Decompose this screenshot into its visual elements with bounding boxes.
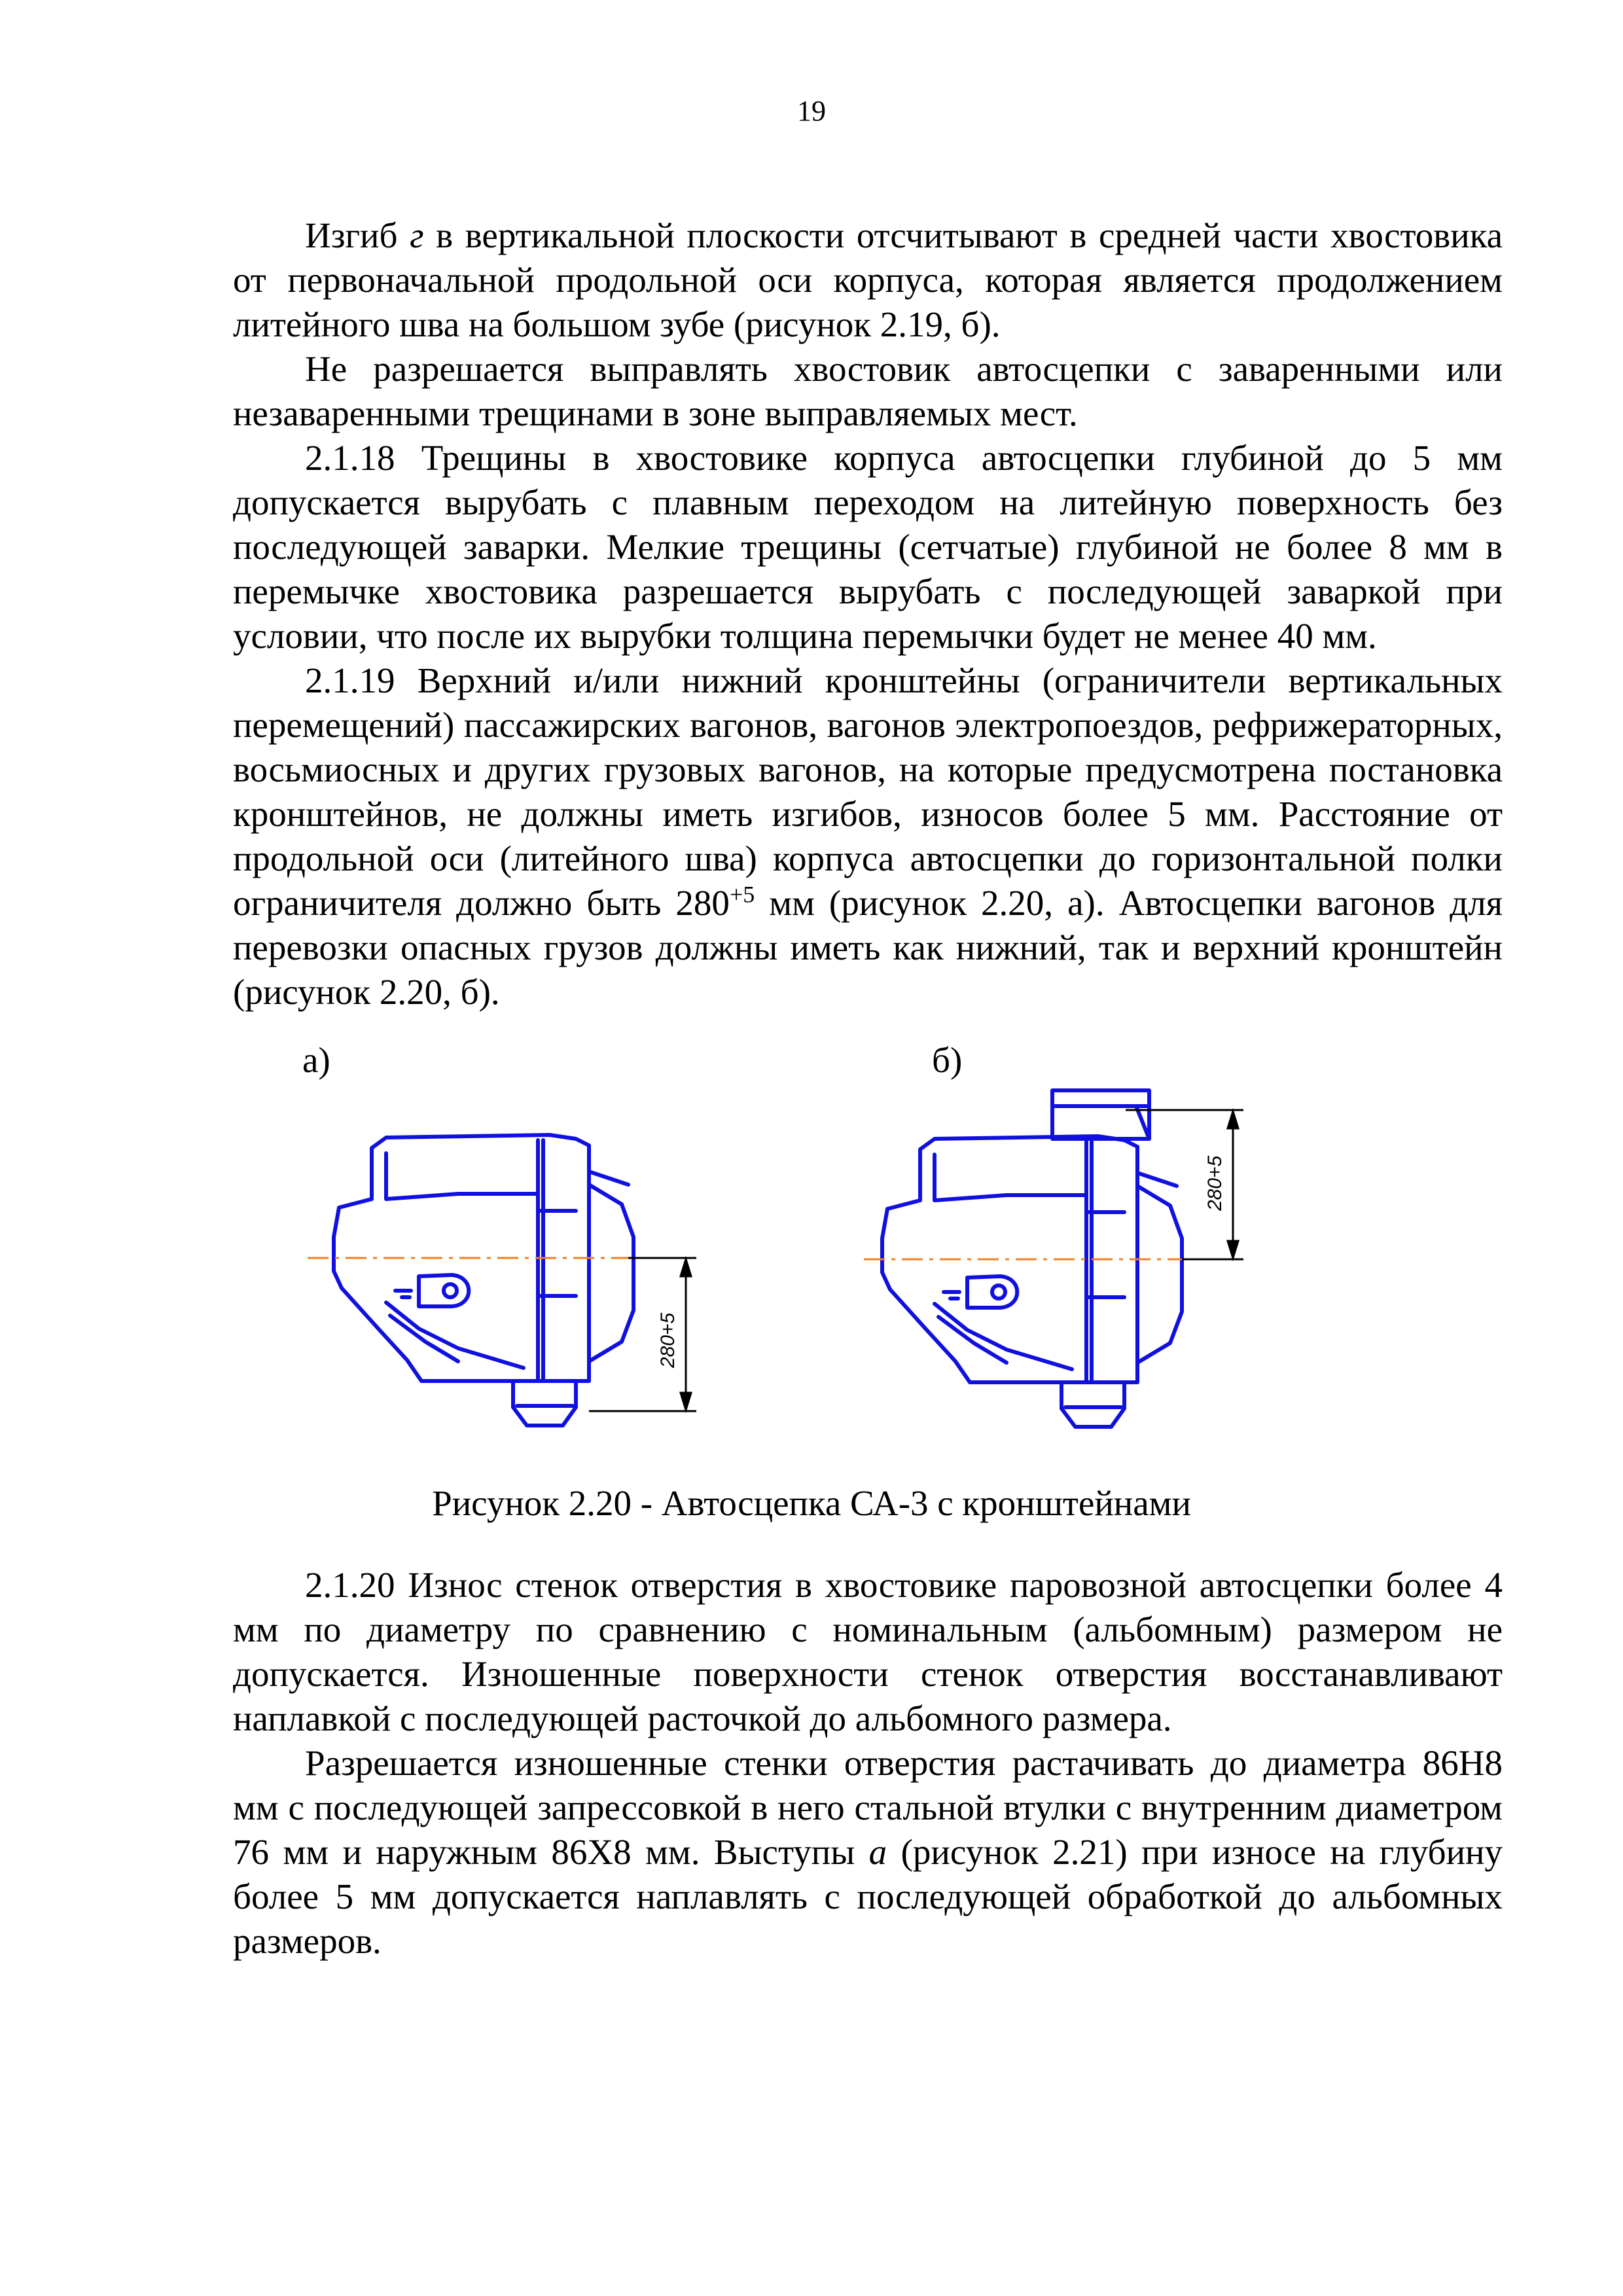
dimension-b [1126,1110,1243,1259]
paragraph-boring [233,1741,1503,1964]
paragraph-text: 2.1.19 Верхний и/или нижний кронштейны (ограничители вертикальных перемещений) пассажирских вагонов, вагонов электропоездов, рефрижераторных, восьмиосных и других грузовых вагонов, на которые предусмотрена постановка кронштейнов, не должны иметь изгибов, износов более 5 мм. Расстояние от продольной оси (литейного шва) корпуса автосцепки до горизонтальной полки ограничителя должно быть 280 [233,660,1503,923]
coupler-drawing-a [334,1135,633,1426]
page-number: 19 [797,95,826,127]
paragraph-text: (рисунок 2.21) при износе на глубину более 5 мм допускается наплавлять с последующей обработкой до альбомных размеров. [233,1832,1503,1961]
paragraph-2-1-20: 2.1.20 Износ стенок отверстия в хвостовике паровозной автосцепки более 4 мм по диаметру по сравнению с номинальным (альбомным) размером не допускается. Изношенные поверхности стенок отверстия восстанавливают наплавкой с последующей расточкой до альбомного размера. [233,1565,1503,1738]
tolerance-superscript: +5 [729,881,755,908]
paragraph-no-straighten: Не разрешается выправлять хвостовик автосцепки с заваренными или незаваренными трещинами в зоне выправляемых мест. [233,349,1503,433]
paragraph-2-1-18: 2.1.18 Трещины в хвостовике корпуса автосцепки глубиной до 5 мм допускается вырубать с плавным переходом на литейную поверхность без последующей заварки. Мелкие трещины (сетчатые) глубиной не более 8 мм в перемычке хвостовика разрешается вырубать с последующей заваркой при условии, что после их вырубки толщина перемычки будет не менее 40 мм. [233,438,1503,656]
label-a: а) [302,1041,330,1080]
dimension-label-a: 280+5 [657,1312,679,1368]
figure-caption: Рисунок 2.20 - Автосцепка СА-3 с кронштейнами [432,1483,1191,1523]
italic-symbol: г [410,215,424,255]
paragraph-bend [233,213,1503,347]
body-text-bottom [233,1563,1503,1964]
paragraph-2-1-19 [233,658,1503,1014]
dimension-label-b: 280+5 [1204,1155,1226,1211]
paragraph-text: в вертикальной плоскости отсчитывают в средней части хвостовика от первоначальной продольной оси корпуса, которая является продолжением литейного шва на большом зубе (рисунок 2.19, б). [233,215,1503,344]
figure-2-20 [0,1041,1623,1473]
paragraph-text: мм (рисунок 2.20, а). Автосцепки вагонов для перевозки опасных грузов должны иметь как нижний, так и верхний кронштейн (рисунок 2.20, б). [233,883,1503,1012]
paragraph-text: Разрешается изношенные стенки отверстия растачивать до диаметра 86Н8 мм с последующей запрессовкой в него стальной втулки с внутренним диаметром 76 мм и наружным 86Х8 мм. Выступы [233,1743,1503,1872]
dimension-a [589,1258,696,1411]
coupler-drawings [0,1041,1623,1473]
label-b: б) [932,1041,963,1080]
italic-symbol: а [868,1832,887,1872]
paragraph-text: Изгиб [305,215,410,255]
body-text-top [233,213,1503,1014]
